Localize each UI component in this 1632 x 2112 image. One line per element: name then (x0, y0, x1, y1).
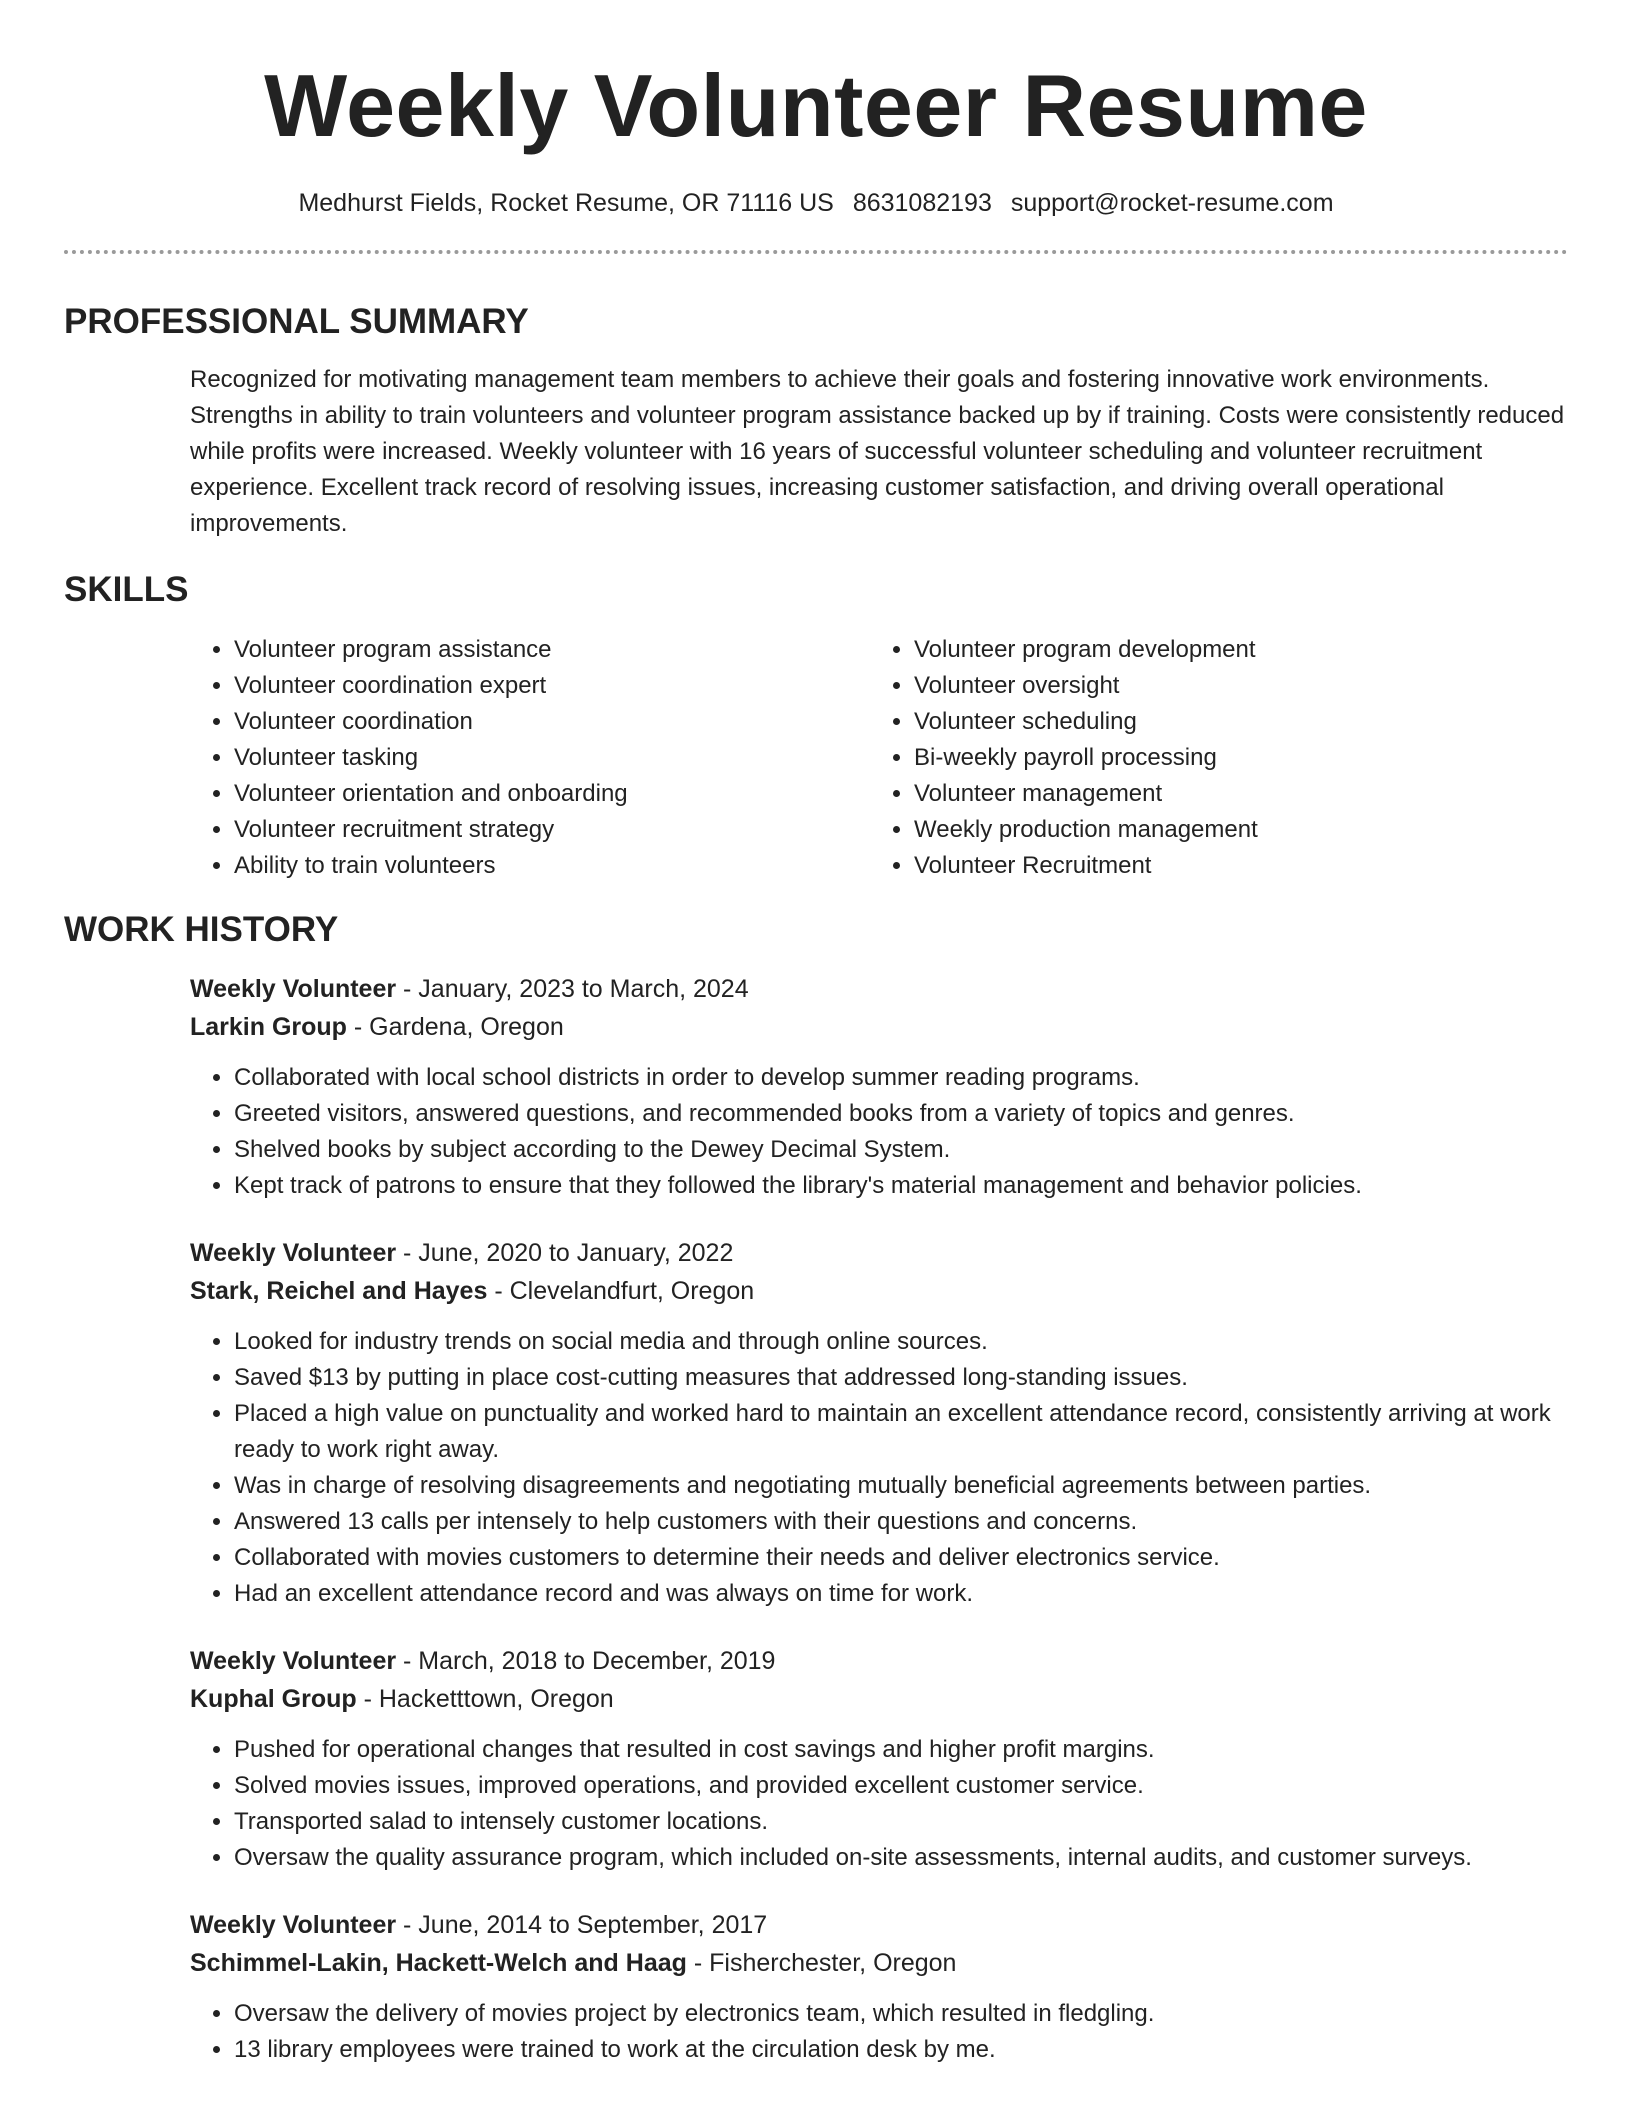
skill-item: • Volunteer scheduling (914, 704, 1550, 740)
summary-section (64, 300, 1568, 542)
job-company-line (190, 1944, 1568, 1982)
job-bullet: • Oversaw the quality assurance program, which included on-site assessments, internal audits, and customer surveys. (234, 1840, 1568, 1876)
job-bullet: • Placed a high value on punctuality and worked hard to maintain an excellent attendance record, consistently arriving at work ready to work right away. (234, 1396, 1568, 1468)
skill-item: • Volunteer tasking (234, 740, 870, 776)
job-location: - Gardena, Oregon (346, 1013, 564, 1041)
job-bullet: • Transported salad to intensely customer locations. (234, 1804, 1568, 1840)
contact-address: Medhurst Fields, Rocket Resume, OR 71116 US (298, 189, 834, 217)
job-title-line (190, 1234, 1568, 1272)
contact-line (64, 186, 1568, 220)
job-bullet: • Kept track of patrons to ensure that they followed the library's material management and behavior policies. (234, 1168, 1568, 1204)
job-company-line (190, 1008, 1568, 1046)
skills-columns (190, 632, 1568, 884)
job-bullet: • Pushed for operational changes that resulted in cost savings and higher profit margins. (234, 1732, 1568, 1768)
job-bullet: • Answered 13 calls per intensely to help customers with their questions and concerns. (234, 1504, 1568, 1540)
job-company: Larkin Group (190, 1013, 347, 1041)
job-bullet: • Solved movies issues, improved operations, and provided excellent customer service. (234, 1768, 1568, 1804)
job-bullets (190, 1732, 1568, 1876)
job-entry (190, 1234, 1568, 1612)
skill-item: • Volunteer program assistance (234, 632, 870, 668)
skill-item: • Volunteer recruitment strategy (234, 812, 870, 848)
skill-item: • Volunteer orientation and onboarding (234, 776, 870, 812)
job-company: Kuphal Group (190, 1685, 357, 1713)
skills-column-left (190, 632, 870, 884)
job-location: - Hacketttown, Oregon (356, 1685, 614, 1713)
skill-item: • Weekly production management (914, 812, 1550, 848)
job-bullets (190, 1060, 1568, 1204)
skill-item: • Volunteer coordination expert (234, 668, 870, 704)
job-bullet: • Collaborated with local school districts in order to develop summer reading programs. (234, 1060, 1568, 1096)
skill-item: • Volunteer management (914, 776, 1550, 812)
job-title-line (190, 1642, 1568, 1680)
job-company: Stark, Reichel and Hayes (190, 1277, 488, 1305)
summary-heading: PROFESSIONAL SUMMARY (64, 302, 529, 341)
header-divider (64, 250, 1568, 254)
skills-section (64, 568, 1568, 884)
resume-title: Weekly Volunteer Resume (264, 56, 1368, 155)
job-role: Weekly Volunteer (190, 1911, 397, 1939)
job-role: Weekly Volunteer (190, 1239, 397, 1267)
work-history-heading: WORK HISTORY (64, 910, 339, 949)
job-entry (190, 1906, 1568, 2068)
job-location: - Clevelandfurt, Oregon (487, 1277, 755, 1305)
contact-phone: 8631082193 (852, 189, 992, 217)
job-bullets (190, 1324, 1568, 1612)
work-history-section (64, 908, 1568, 2068)
skill-item: • Volunteer Recruitment (914, 848, 1550, 884)
skills-heading: SKILLS (64, 570, 189, 609)
job-bullets (190, 1996, 1568, 2068)
contact-email: support@rocket-resume.com (1010, 189, 1334, 217)
job-bullet: • Saved $13 by putting in place cost-cutting measures that addressed long-standing issues. (234, 1360, 1568, 1396)
job-company-line (190, 1680, 1568, 1718)
job-title-line (190, 1906, 1568, 1944)
summary-text: Recognized for motivating management team members to achieve their goals and fostering innovative work environments. Strengths in ability to train volunteers and volunteer program assistance backed up by if training. Costs were consistently reduced while profits were increased. Weekly volunteer with 16 years of successful volunteer scheduling and volunteer recruitment experience. Excellent track record of resolving issues, increasing customer satisfaction, and driving overall operational improvements. (190, 366, 1565, 537)
skill-item: • Volunteer oversight (914, 668, 1550, 704)
skill-item: • Ability to train volunteers (234, 848, 870, 884)
job-bullet: • Greeted visitors, answered questions, and recommended books from a variety of topics and genres. (234, 1096, 1568, 1132)
job-entry (190, 970, 1568, 1204)
job-title-line (190, 970, 1568, 1008)
job-bullet: • Collaborated with movies customers to determine their needs and deliver electronics service. (234, 1540, 1568, 1576)
job-dates: - June, 2014 to September, 2017 (396, 1911, 768, 1939)
job-company-line (190, 1272, 1568, 1310)
job-bullet: • 13 library employees were trained to work at the circulation desk by me. (234, 2032, 1568, 2068)
job-role: Weekly Volunteer (190, 1647, 397, 1675)
skill-item: • Bi-weekly payroll processing (914, 740, 1550, 776)
job-bullet: • Was in charge of resolving disagreements and negotiating mutually beneficial agreements between parties. (234, 1468, 1568, 1504)
job-dates: - March, 2018 to December, 2019 (396, 1647, 776, 1675)
skills-column-right (870, 632, 1550, 884)
skills-list-left (190, 632, 870, 884)
job-location: - Fisherchester, Oregon (686, 1949, 957, 1977)
skills-list-right (870, 632, 1550, 884)
job-company: Schimmel-Lakin, Hackett-Welch and Haag (190, 1949, 687, 1977)
job-bullet: • Had an excellent attendance record and was always on time for work. (234, 1576, 1568, 1612)
job-role: Weekly Volunteer (190, 975, 397, 1003)
skill-item: • Volunteer program development (914, 632, 1550, 668)
job-dates: - January, 2023 to March, 2024 (396, 975, 749, 1003)
job-bullet: • Oversaw the delivery of movies project by electronics team, which resulted in fledgling. (234, 1996, 1568, 2032)
job-bullet: • Looked for industry trends on social media and through online sources. (234, 1324, 1568, 1360)
job-bullet: • Shelved books by subject according to the Dewey Decimal System. (234, 1132, 1568, 1168)
skill-item: • Volunteer coordination (234, 704, 870, 740)
job-dates: - June, 2020 to January, 2022 (396, 1239, 734, 1267)
job-entry (190, 1642, 1568, 1876)
